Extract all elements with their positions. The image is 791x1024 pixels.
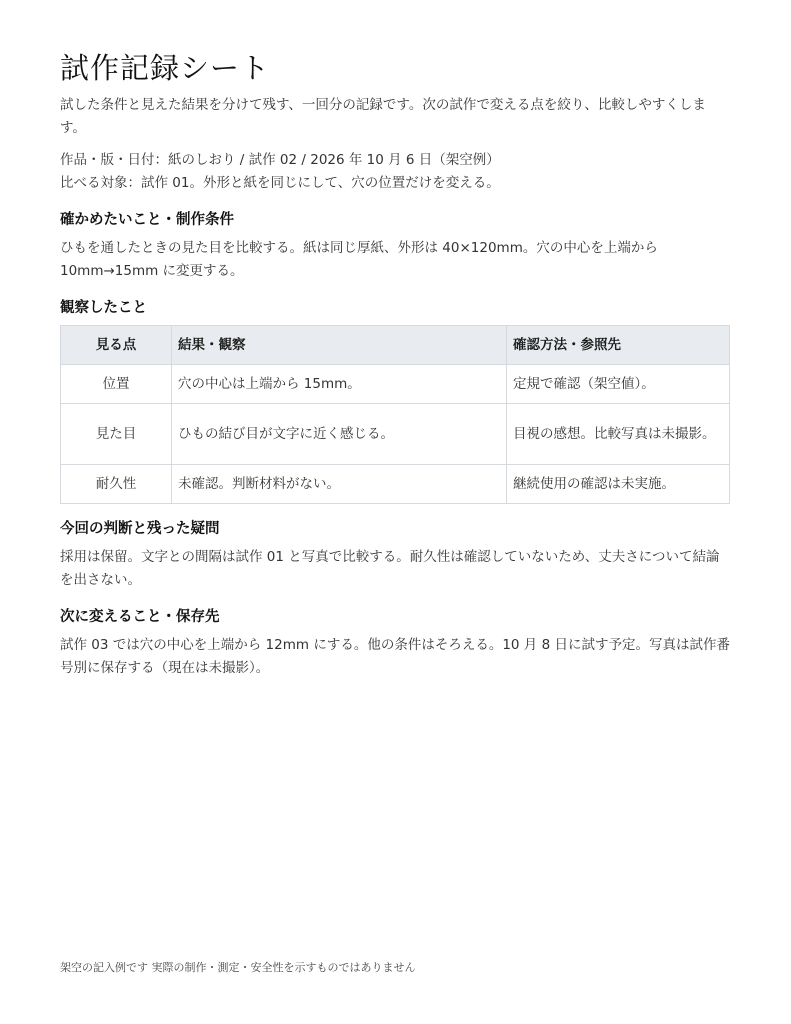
section-body-conditions: ひもを通したときの見た目を比較する。紙は同じ厚紙、外形は 40×120mm。穴の中心を上端から 10mm→15mm に変更する。 (60, 240, 658, 279)
table-row (61, 404, 730, 465)
section-heading-observations: 観察したこと (60, 300, 147, 316)
section-heading-conditions: 確かめたいこと・制作条件 (60, 212, 234, 228)
table-cell-result: ひもの結び目が文字に近く感じる。 (172, 404, 507, 465)
observation-table (60, 325, 730, 504)
table-cell-point: 耐久性 (61, 465, 172, 504)
table-header-row (61, 326, 730, 365)
table-cell-method: 定規で確認（架空値）。 (507, 365, 730, 404)
table-cell-method: 継続使用の確認は未実施。 (507, 465, 730, 504)
meta-line-compare: 比べる対象：試作 01。外形と紙を同じにして、穴の位置だけを変える。 (60, 175, 500, 191)
footer-disclaimer: 架空の記入例です 実際の制作・測定・安全性を示すものではありません (60, 961, 416, 974)
table-cell-method: 目視の感想。比較写真は未撮影。 (507, 404, 730, 465)
document-page (60, 50, 730, 680)
table-cell-result: 未確認。判断材料がない。 (172, 465, 507, 504)
table-cell-point: 見た目 (61, 404, 172, 465)
table-row (61, 465, 730, 504)
table-cell-result: 穴の中心は上端から 15mm。 (172, 365, 507, 404)
column-header-point: 見る点 (61, 326, 172, 365)
meta-line-work: 作品・版・日付：紙のしおり / 試作 02 / 2026 年 10 月 6 日（架空例） (60, 152, 500, 168)
table-row (61, 365, 730, 404)
section-heading-next: 次に変えること・保存先 (60, 609, 220, 625)
section-heading-judgement: 今回の判断と残った疑問 (60, 521, 220, 537)
table-cell-point: 位置 (61, 365, 172, 404)
intro-text: 試した条件と見えた結果を分けて残す、一回分の記録です。次の試作で変える点を絞り、比較しやすくします。 (60, 97, 706, 136)
page-title: 試作記録シート (60, 51, 271, 85)
section-body-judgement: 採用は保留。文字との間隔は試作 01 と写真で比較する。耐久性は確認していないため、丈夫さについて結論を出さない。 (60, 549, 720, 588)
column-header-result: 結果・観察 (172, 326, 507, 365)
column-header-method: 確認方法・参照先 (507, 326, 730, 365)
section-body-next: 試作 03 では穴の中心を上端から 12mm にする。他の条件はそろえる。10 月 8 日に試す予定。写真は試作番号別に保存する（現在は未撮影）。 (60, 637, 730, 676)
